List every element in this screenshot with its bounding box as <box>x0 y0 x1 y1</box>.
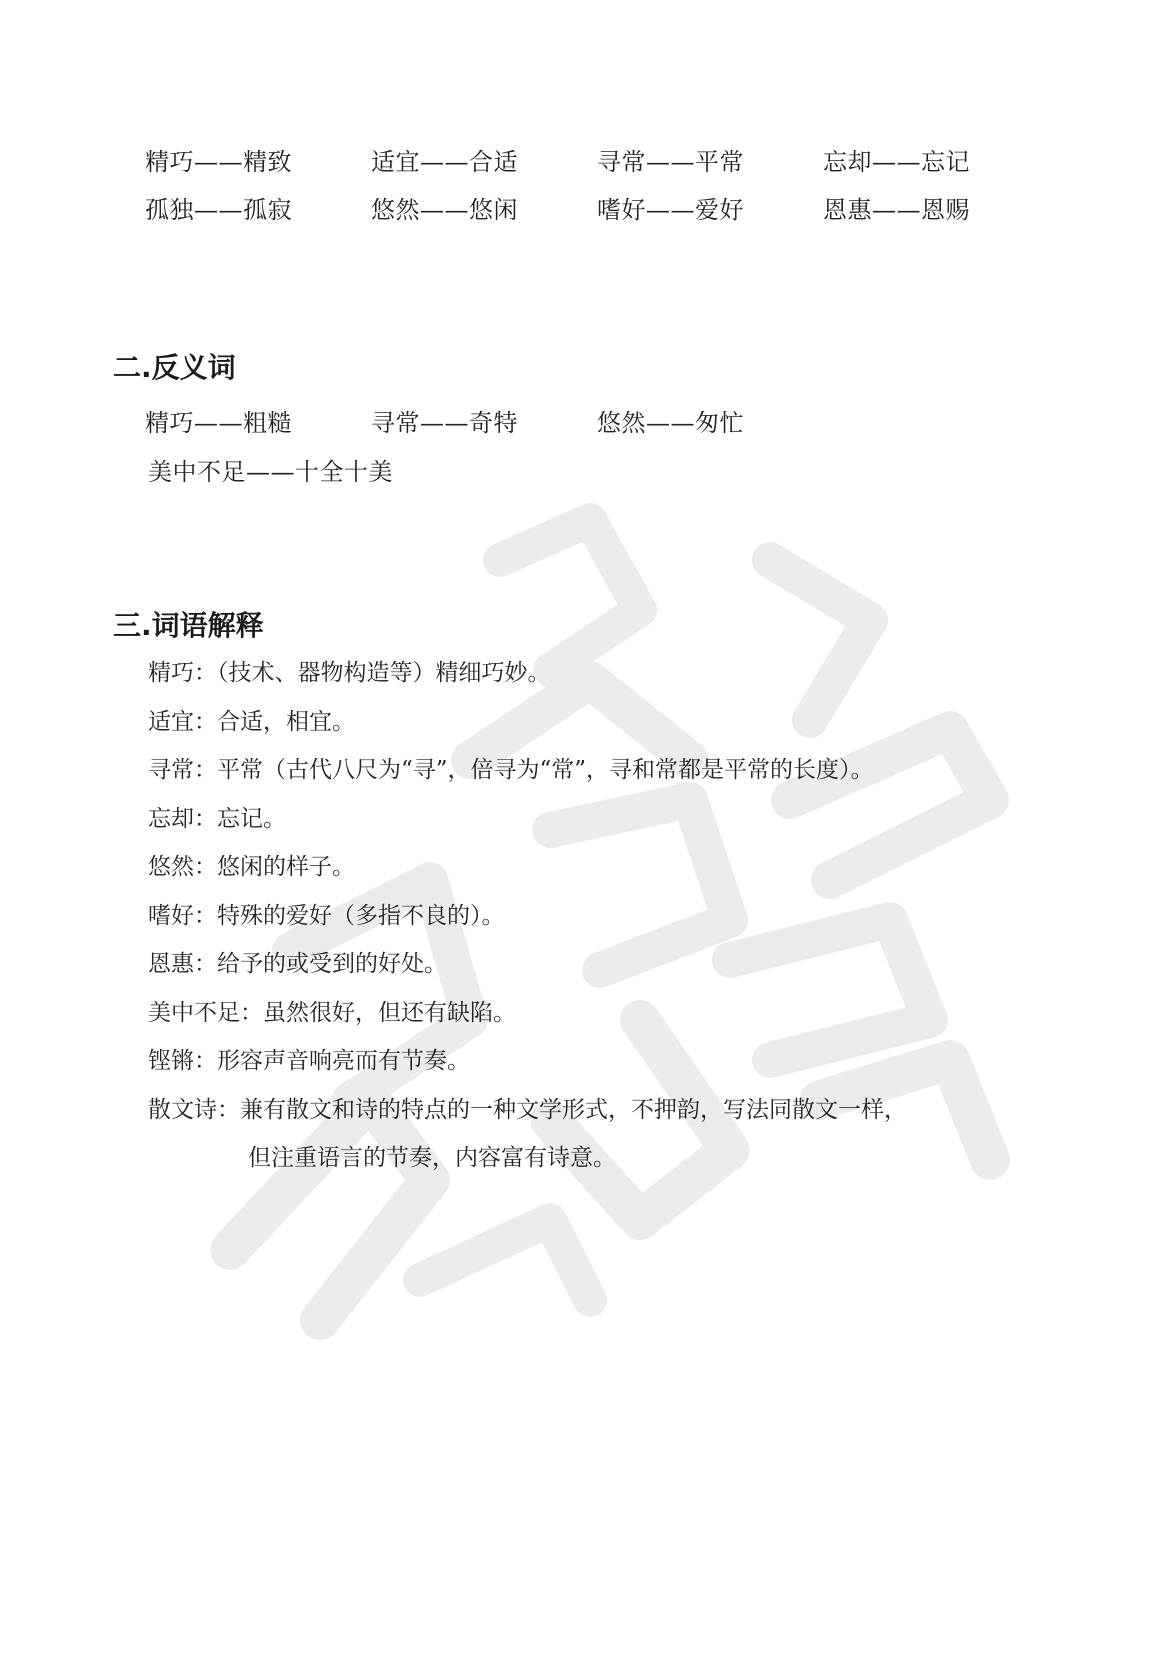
synonym-pair: 精巧——精致 <box>145 148 292 176</box>
definition-item <box>148 660 1028 709</box>
definitions-heading: 三.词语解释 <box>113 609 264 642</box>
synonym-pair: 孤独——孤寂 <box>145 196 292 224</box>
definition-item <box>148 806 1028 855</box>
definition-term: 精巧： <box>148 660 217 686</box>
synonym-pair: 适宜——合适 <box>371 148 518 176</box>
definition-text: 合适，相宜。 <box>217 708 355 735</box>
definition-text: 给予的或受到的好处。 <box>217 951 447 977</box>
definition-item <box>148 854 1028 903</box>
antonym-pair: 美中不足——十全十美 <box>148 458 393 486</box>
definition-text: 特殊的爱好（多指不良的）。 <box>217 902 505 929</box>
definition-list <box>148 660 1028 1171</box>
definition-text: 兼有散文和诗的特点的一种文学形式，不押韵，写法同散文一样， <box>240 1096 907 1123</box>
definition-line <box>148 1097 1028 1123</box>
definition-text: 形容声音响亮而有节奏。 <box>217 1048 470 1074</box>
definition-term: 嗜好： <box>148 902 217 929</box>
antonym-pair: 悠然——匆忙 <box>597 409 744 437</box>
antonym-row-2 <box>148 452 393 487</box>
definition-term: 散文诗： <box>148 1096 240 1123</box>
synonym-pair: 忘却——忘记 <box>823 148 970 176</box>
definition-item <box>148 951 1028 1000</box>
definition-text: 悠闲的样子。 <box>217 854 355 880</box>
definition-term: 寻常： <box>148 757 217 783</box>
definition-term: 悠然： <box>148 854 217 880</box>
definition-term: 适宜： <box>148 708 217 735</box>
definition-continuation: 但注重语言的节奏，内容富有诗意。 <box>248 1144 616 1171</box>
synonym-pair: 悠然——悠闲 <box>371 196 518 224</box>
definition-term: 恩惠： <box>148 951 217 977</box>
antonym-row-1 <box>145 403 823 438</box>
synonym-row-1 <box>145 142 1049 177</box>
definition-term: 铿锵： <box>148 1048 217 1074</box>
definition-item <box>148 903 1028 952</box>
definition-text: 平常（古代八尺为“寻”，倍寻为“常”，寻和常都是平常的长度）。 <box>217 757 874 783</box>
synonym-pair: 寻常——平常 <box>597 148 744 176</box>
definition-term: 美中不足： <box>148 999 263 1026</box>
antonyms-heading: 二.反义词 <box>113 351 236 384</box>
definition-text: 虽然很好，但还有缺陷。 <box>263 999 516 1026</box>
definition-item <box>148 1097 1028 1171</box>
definition-term: 忘却： <box>148 805 217 832</box>
definition-item <box>148 757 1028 806</box>
antonym-pair: 寻常——奇特 <box>371 409 518 437</box>
synonym-pair: 嗜好——爱好 <box>597 196 744 224</box>
definition-text: （技术、器物构造等）精细巧妙。 <box>217 660 551 686</box>
synonym-pair: 恩惠——恩赐 <box>823 196 970 224</box>
definition-item <box>148 1048 1028 1097</box>
definition-item <box>148 709 1028 758</box>
synonym-row-2 <box>145 190 1049 225</box>
definition-item <box>148 1000 1028 1049</box>
antonym-pair: 精巧——粗糙 <box>145 409 292 437</box>
definition-text: 忘记。 <box>217 805 286 832</box>
